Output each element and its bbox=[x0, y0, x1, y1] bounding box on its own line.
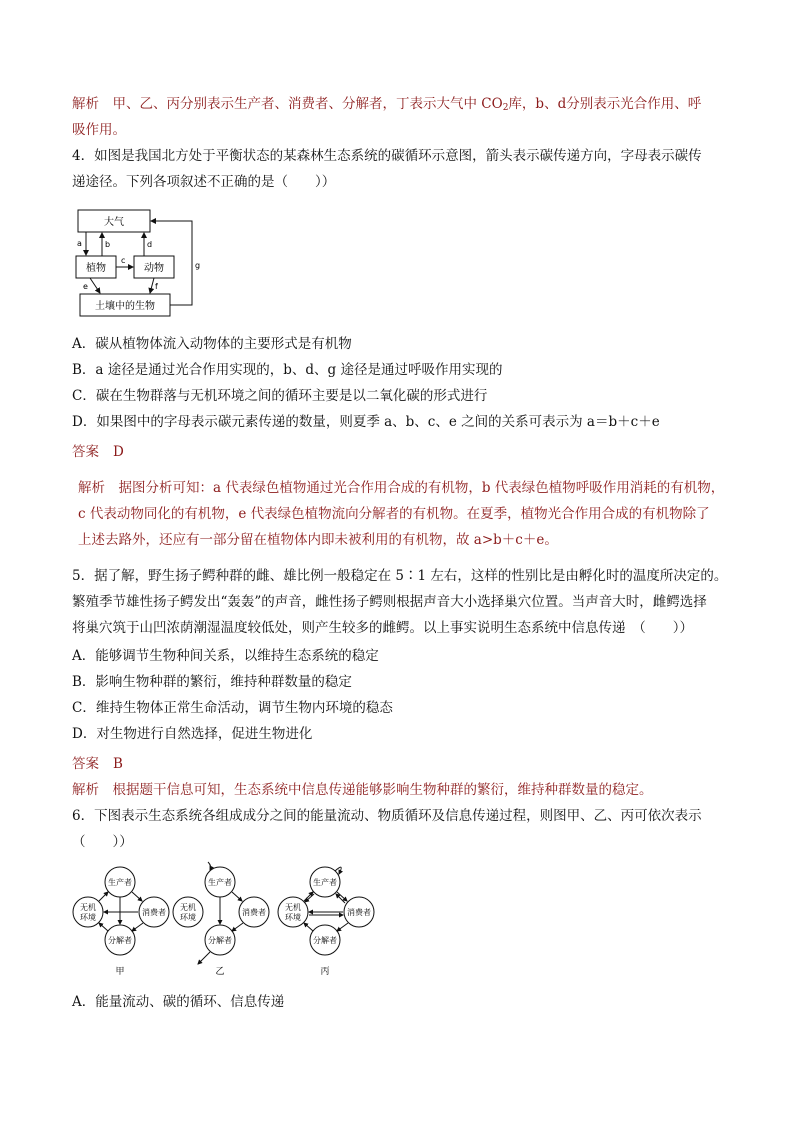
label-b: b bbox=[105, 240, 111, 249]
jia-arrow-inorganic-producer bbox=[99, 892, 108, 901]
yi-inorganic-label-1: 无机 bbox=[180, 903, 196, 912]
jia-arrow-decomposer-inorganic bbox=[99, 923, 108, 931]
q3-analysis-line-2: 吸作用。 bbox=[72, 122, 126, 138]
q3-analysis-text-a: 甲、乙、丙分别表示生产者、消费者、分解者，丁表示大气中 CO bbox=[112, 96, 503, 112]
q3-analysis-subscript: 2 bbox=[502, 103, 509, 113]
yi-label: 乙 bbox=[215, 967, 225, 977]
atmosphere-label: 大气 bbox=[104, 217, 124, 228]
bing-inorganic-label-1: 无机 bbox=[285, 903, 301, 912]
bing-arrow-decomposer-inorganic bbox=[304, 923, 313, 931]
arrow-e bbox=[90, 278, 100, 293]
q5-answer-label: 答案 bbox=[72, 756, 99, 772]
jia-decomposer-label: 分解者 bbox=[108, 936, 132, 945]
yi-inorganic-label-2: 环境 bbox=[180, 913, 196, 922]
label-d: d bbox=[147, 240, 153, 249]
q6-stem-line-2: （ ）） bbox=[72, 834, 133, 850]
bing-consumer-label: 消费者 bbox=[347, 908, 371, 917]
bing-decomposer-label: 分解者 bbox=[313, 936, 337, 945]
q5-stem-line-3: 将巢穴筑于山凹浓荫潮湿温度较低处，则产生较多的雌鳄。以上事实说明生态系统中信息传递 （ ）） bbox=[72, 620, 693, 636]
bing-label: 丙 bbox=[320, 967, 330, 977]
diagram-yi bbox=[173, 862, 269, 977]
q4-stem-line-1: 4．如图是我国北方处于平衡状态的某森林生态系统的碳循环示意图，箭头表示碳传递方向，字母表示碳传 bbox=[72, 148, 702, 164]
arrow-f bbox=[150, 278, 154, 293]
label-g: g bbox=[195, 261, 201, 270]
jia-consumer-label: 消费者 bbox=[142, 908, 166, 917]
label-c: c bbox=[121, 256, 126, 265]
q4-stem-line-2: 递途径。下列各项叙述不正确的是（ ）） bbox=[72, 174, 336, 190]
label-a: a bbox=[77, 239, 82, 248]
q4-option-c: C．碳在生物群落与无机环境之间的循环主要是以二氧化碳的形式进行 bbox=[72, 388, 488, 404]
yi-arrow-sun-producer bbox=[208, 862, 211, 870]
q5-option-b: B．影响生物种群的繁衍，维持种群数量的稳定 bbox=[72, 674, 352, 690]
jia-arrow-producer-consumer bbox=[132, 892, 142, 901]
q5-answer bbox=[72, 754, 123, 774]
diagram-jia bbox=[73, 867, 169, 977]
yi-producer-label: 生产者 bbox=[208, 878, 232, 887]
q4-answer bbox=[72, 442, 124, 462]
jia-label: 甲 bbox=[115, 967, 125, 977]
animal-label: 动物 bbox=[144, 263, 164, 274]
q4-option-d: D．如果图中的字母表示碳元素传递的数量，则夏季 a、b、c、e 之间的关系可表示为 a＝b＋c＋e bbox=[72, 414, 660, 430]
q4-analysis-line-3: 上述去路外，还应有一部分留在植物体内即未被利用的有机物，故 a>b＋c＋e。 bbox=[78, 532, 558, 548]
q3-analysis-line-1 bbox=[72, 94, 701, 118]
yi-inorganic-node bbox=[173, 897, 203, 927]
bing-inorganic-node bbox=[278, 897, 308, 927]
q5-analysis: 解析 根据题干信息可知，生态系统中信息传递能够影响生物种群的繁衍，维持种群数量的稳定。 bbox=[72, 782, 653, 798]
jia-inorganic-label-2: 环境 bbox=[80, 913, 96, 922]
soil-organisms-label: 土壤中的生物 bbox=[95, 301, 155, 312]
bing-producer-label: 生产者 bbox=[313, 878, 337, 887]
q5-option-d: D．对生物进行自然选择，促进生物进化 bbox=[72, 726, 313, 742]
q3-analysis-text-b: 库，b、d分别表示光合作用、呼 bbox=[508, 96, 702, 112]
yi-consumer-label: 消费者 bbox=[242, 908, 266, 917]
q5-stem-line-2: 繁殖季节雄性扬子鳄发出“轰轰”的声音，雌性扬子鳄则根据声音大小选择巢穴位置。当声音大时，雌鳄选择 bbox=[72, 594, 707, 610]
jia-inorganic-label-1: 无机 bbox=[80, 903, 96, 912]
q4-option-b: B．a 途径是通过光合作用实现的，b、d、g 途径是通过呼吸作用实现的 bbox=[72, 362, 503, 378]
q4-analysis-line-1: 解析 据图分析可知：a 代表绿色植物通过光合作用合成的有机物，b 代表绿色植物呼吸作用消耗的有机物， bbox=[78, 480, 725, 496]
q6-diagrams bbox=[72, 860, 382, 980]
yi-decomposer-label: 分解者 bbox=[208, 936, 232, 945]
bing-arrow-consumer-decomposer bbox=[337, 923, 348, 931]
q5-option-a: A．能够调节生物种间关系，以维持生态系统的稳定 bbox=[72, 648, 379, 664]
q4-option-a: A．碳从植物体流入动物体的主要形式是有机物 bbox=[72, 336, 352, 352]
q4-answer-value: D bbox=[113, 444, 124, 460]
q5-stem-line-1: 5．据了解，野生扬子鳄种群的雌、雄比例一般稳定在 5∶1 左右，这样的性别比是由孵化时的温度所决定的。 bbox=[72, 568, 728, 584]
q4-analysis-line-2: c 代表动物同化的有机物，e 代表绿色植物流向分解者的有机物。在夏季，植物光合作用合成的有机物除了 bbox=[78, 506, 710, 522]
jia-producer-label: 生产者 bbox=[108, 878, 132, 887]
jia-inorganic-node bbox=[73, 897, 103, 927]
jia-arrow-consumer-decomposer bbox=[132, 923, 143, 931]
yi-arrow-producer-consumer bbox=[232, 892, 242, 901]
bing-inorganic-label-2: 环境 bbox=[285, 913, 301, 922]
q6-stem-line-1: 6．下图表示生态系统各组成成分之间的能量流动、物质循环及信息传递过程，则图甲、乙、丙可依次表示 bbox=[72, 808, 702, 824]
yi-arrow-decomposer-out bbox=[198, 952, 210, 964]
diagram-bing bbox=[278, 867, 374, 977]
q5-answer-value: B bbox=[113, 756, 123, 772]
q6-option-a: A．能量流动、碳的循环、信息传递 bbox=[72, 994, 285, 1010]
yi-arrow-consumer-decomposer bbox=[232, 923, 243, 931]
q4-answer-label: 答案 bbox=[72, 444, 99, 460]
plant-label: 植物 bbox=[86, 263, 106, 274]
label-f: f bbox=[155, 282, 158, 291]
q4-carbon-cycle-diagram bbox=[72, 204, 212, 322]
q3-analysis-label: 解析 bbox=[72, 96, 99, 112]
label-e: e bbox=[83, 282, 88, 291]
q5-option-c: C．维持生物体正常生命活动，调节生物内环境的稳态 bbox=[72, 700, 393, 716]
